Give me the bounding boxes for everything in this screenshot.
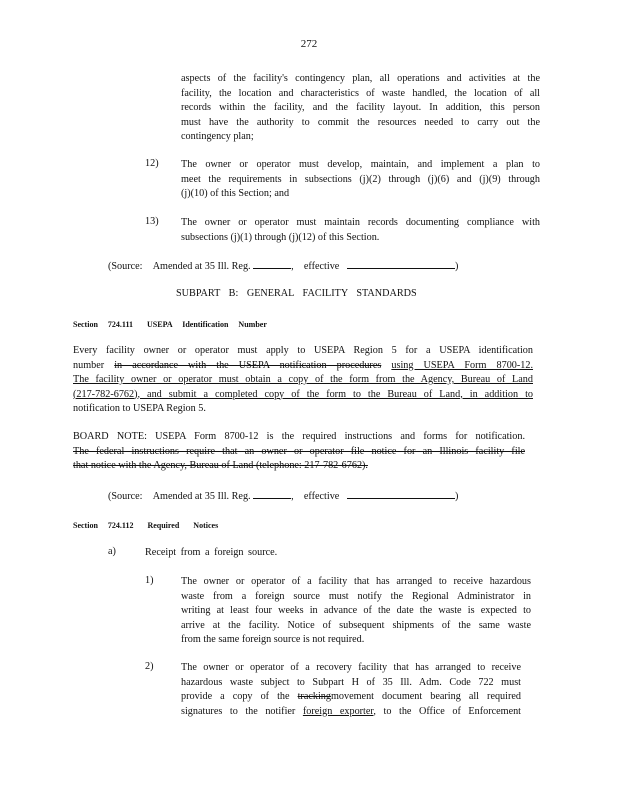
text-line: number in accordance with the USEPA notification procedures using USEPA Form 8700-12. xyxy=(73,359,534,371)
section-heading: Section 724.111 USEPA Identification Number xyxy=(73,320,267,329)
text-line: meet the requirements in subsections (j)(2) through (j)(6) and (j)(9) through xyxy=(181,173,540,185)
section-heading: Section 724.112 Required Notices xyxy=(73,521,219,530)
item-13-number: 13) xyxy=(145,216,159,227)
item-12-text xyxy=(181,158,540,202)
text-line: waste from a foreign source must notify the Regional Administrator in xyxy=(181,590,531,602)
text-line: subsections (j)(1) through (j)(12) of this Section. xyxy=(181,231,380,243)
deleted-text: in accordance with the USEPA notification procedures xyxy=(114,359,382,371)
inserted-text: (217-782-6762), and submit a completed copy of the form to the Bureau of Land, in addition to xyxy=(73,388,533,400)
text-line: hazardous waste subject to Subpart H of 35 Ill. Adm. Code 722 must xyxy=(181,676,521,688)
text-line: writing at least four weeks in advance of the date the waste is expected to xyxy=(181,605,531,616)
text-line: must have the authority to commit the resources needed to carry out the xyxy=(181,116,540,128)
text-line: (j)(10) of this Section; and xyxy=(181,188,290,199)
text-line: aspects of the facility's contingency plan, all operations and activities at the xyxy=(181,73,540,84)
deleted-text: The federal instructions require that an owner or operator file notice for an Illinois facility file xyxy=(73,445,525,457)
inserted-text: using USEPA Form 8700-12. xyxy=(391,359,534,371)
section-111-paragraph xyxy=(73,344,533,417)
item-2-text xyxy=(181,661,521,719)
item-2-number: 2) xyxy=(145,661,154,672)
text-line: facility, the location and characteristics of waste handled, the location of all xyxy=(181,87,540,99)
text-line: The owner or operator of a facility that has arranged to receive hazardous xyxy=(181,576,531,587)
inserted-text: The facility owner or operator must obtain a copy of the form from the Agency, Bureau of Land xyxy=(73,374,533,385)
subpart-heading: SUBPART B: GENERAL FACILITY STANDARDS xyxy=(176,288,417,299)
source-note: (Source: Amended at 35 Ill. Reg. , effective ) xyxy=(108,258,538,275)
item-13-text xyxy=(181,216,540,245)
item-1-number: 1) xyxy=(145,575,154,586)
page-number: 272 xyxy=(300,38,318,50)
text-line: provide a copy of the trackingmovement document bearing all required xyxy=(181,691,521,702)
text-line: The owner or operator must maintain records documenting compliance with xyxy=(181,217,540,228)
item-12-number: 12) xyxy=(145,158,159,169)
inserted-text: foreign exporter xyxy=(302,705,374,717)
deleted-text: that notice with the Agency, Bureau of Land (telephone: 217-782-6762). xyxy=(73,460,368,471)
item-1-text xyxy=(181,575,531,648)
text-line: BOARD NOTE: USEPA Form 8700-12 is the required instructions and forms for notification. xyxy=(73,431,525,442)
continued-paragraph xyxy=(181,72,540,145)
text-line: arrive at the facility. Notice of subsequent shipments of the same waste xyxy=(181,619,531,631)
text-line: from the same foreign source is not required. xyxy=(181,634,365,645)
item-a-number: a) xyxy=(108,546,116,557)
source-note: (Source: Amended at 35 Ill. Reg. , effective ) xyxy=(108,488,538,505)
deleted-text: tracking xyxy=(297,691,331,702)
text-line: records within the facility, and the facility layout. In addition, this person xyxy=(181,102,540,113)
text-line: notification to USEPA Region 5. xyxy=(73,403,206,414)
board-note xyxy=(73,430,525,474)
text-line: Every facility owner or operator must apply to USEPA Region 5 for a USEPA identification xyxy=(73,345,533,356)
text-line: signatures to the notifier foreign exporter, to the Office of Enforcement xyxy=(181,705,522,717)
item-a-text: Receipt from a foreign source. xyxy=(145,547,278,558)
text-line: The owner or operator must develop, maintain, and implement a plan to xyxy=(181,159,540,170)
text-line: The owner or operator of a recovery facility that has arranged to receive xyxy=(181,662,521,673)
text-line: contingency plan; xyxy=(181,131,254,142)
